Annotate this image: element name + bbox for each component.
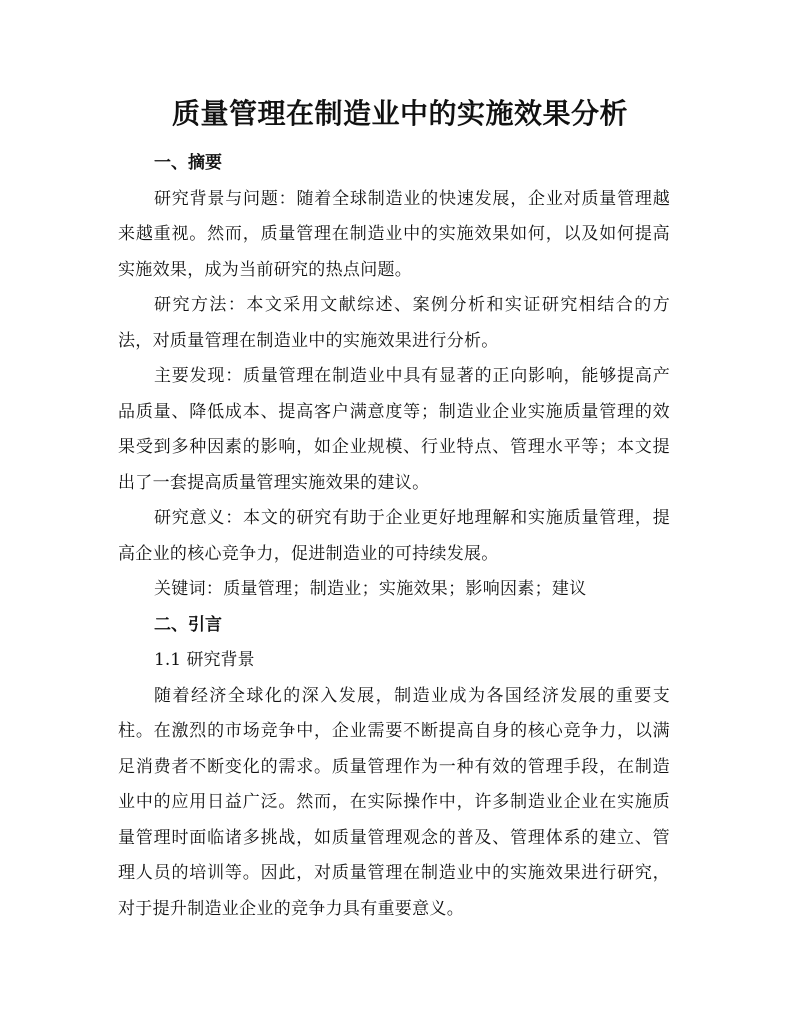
- document-title: 质量管理在制造业中的实施效果分析: [171, 97, 628, 130]
- keywords-line: 关键词：质量管理；制造业；实施效果；影响因素；建议: [154, 579, 587, 599]
- abstract-heading: 一、摘要: [154, 153, 222, 173]
- document-body: [118, 146, 670, 927]
- introduction-paragraph: 随着经济全球化的深入发展，制造业成为各国经济发展的重要支柱。在激烈的市场竞争中，企业需要不断提高自身的核心竞争力，以满足消费者不断变化的需求。质量管理作为一种有效的管理手段，在制造业中的应用日益广泛。然而，在实际操作中，许多制造业企业在实施质量管理时面临诸多挑战，如质量管理观念的普及、管理体系的建立、管理人员的培训等。因此，对质量管理在制造业中的实施效果进行研究，对于提升制造业企业的竞争力具有重要意义。: [118, 685, 670, 919]
- abstract-findings-paragraph: 主要发现：质量管理在制造业中具有显著的正向影响，能够提高产品质量、降低成本、提高客户满意度等；制造业企业实施质量管理的效果受到多种因素的影响，如企业规模、行业特点、管理水平等；本文提出了一套提高质量管理实施效果的建议。: [118, 366, 670, 493]
- introduction-heading: 二、引言: [154, 614, 222, 635]
- research-background-subheading: 1.1 研究背景: [154, 650, 255, 670]
- abstract-method-paragraph: 研究方法：本文采用文献综述、案例分析和实证研究相结合的方法，对质量管理在制造业中的实施效果进行分析。: [118, 295, 670, 351]
- abstract-background-paragraph: 研究背景与问题：随着全球制造业的快速发展，企业对质量管理越来越重视。然而，质量管理在制造业中的实施效果如何，以及如何提高实施效果，成为当前研究的热点问题。: [118, 188, 670, 280]
- abstract-significance-paragraph: 研究意义：本文的研究有助于企业更好地理解和实施质量管理，提高企业的核心竞争力，促进制造业的可持续发展。: [118, 508, 670, 564]
